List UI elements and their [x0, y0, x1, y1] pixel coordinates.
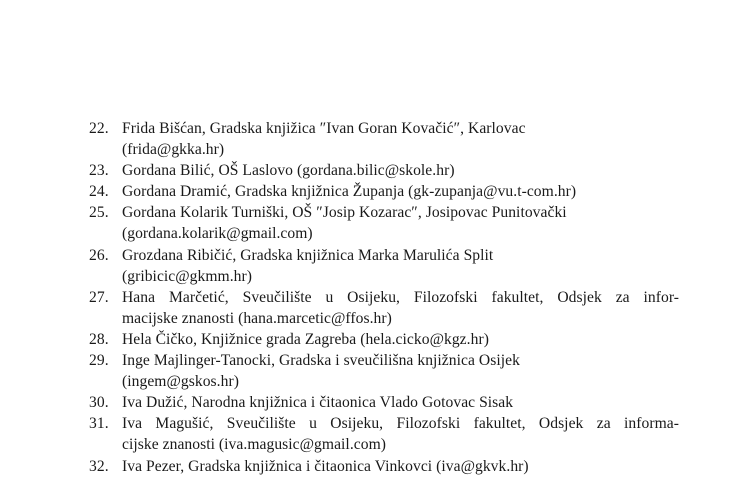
item-line: macijske znanosti (hana.marcetic@ffos.hr) — [122, 309, 392, 327]
item-line: Grozdana Ribičić, Gradska knjižnica Marka Marulića Split — [122, 246, 494, 264]
list-item — [89, 118, 679, 160]
item-number: 23. — [89, 162, 109, 180]
item-line: Inge Majlinger-Tanocki, Gradska i sveučilišna knjižnica Osijek — [122, 352, 520, 370]
list-item — [89, 413, 679, 455]
item-line: Hana Marčetić, Sveučilište u Osijeku, Filozofski fakultet, Odsjek za infor- — [122, 288, 679, 306]
item-text — [122, 245, 679, 287]
item-line: Gordana Kolarik Turniški, OŠ ″Josip Kozarac″, Josipovac Punitovački — [122, 204, 567, 222]
item-line: cijske znanosti (iva.magusic@gmail.com) — [122, 436, 387, 454]
item-text — [122, 329, 679, 350]
item-text — [122, 202, 679, 244]
item-line: (gordana.kolarik@gmail.com) — [122, 225, 313, 243]
item-number: 29. — [89, 352, 109, 370]
item-text — [122, 181, 679, 202]
item-line: Frida Bišćan, Gradska knjižica ″Ivan Goran Kovačić″, Karlovac — [122, 120, 526, 137]
item-text — [122, 413, 679, 455]
item-text — [122, 160, 679, 181]
item-line: (ingem@gskos.hr) — [122, 373, 239, 391]
item-number: 31. — [89, 415, 109, 433]
item-line: (frida@gkka.hr) — [122, 141, 225, 159]
item-line: Gordana Dramić, Gradska knjižnica Županja (gk-zupanja@vu.t-com.hr) — [122, 183, 577, 201]
item-line: Iva Pezer, Gradska knjižnica i čitaonica Vinkovci (iva@gkvk.hr) — [122, 457, 529, 475]
item-number: 28. — [89, 330, 109, 348]
item-text — [122, 392, 679, 413]
item-line: Gordana Bilić, OŠ Laslovo (gordana.bilic@skole.hr) — [122, 162, 455, 180]
list-item — [89, 329, 679, 350]
item-line: Hela Čičko, Knjižnice grada Zagreba (hela.cicko@kgz.hr) — [122, 330, 489, 348]
participant-list — [89, 118, 679, 477]
list-item — [89, 350, 679, 392]
item-text — [122, 287, 679, 329]
list-item — [89, 287, 679, 329]
list-item — [89, 392, 679, 413]
item-text — [122, 456, 679, 477]
item-text — [122, 118, 679, 160]
item-line: Iva Dužić, Narodna knjižnica i čitaonica Vlado Gotovac Sisak — [122, 394, 514, 412]
item-text — [122, 350, 679, 392]
item-number: 25. — [89, 204, 109, 222]
list-item — [89, 181, 679, 202]
list-item — [89, 202, 679, 244]
item-number: 32. — [89, 457, 109, 475]
item-number: 30. — [89, 394, 109, 412]
list-item — [89, 245, 679, 287]
item-number: 22. — [89, 120, 109, 137]
item-number: 26. — [89, 246, 109, 264]
list-item — [89, 456, 679, 477]
item-line: Iva Magušić, Sveučilište u Osijeku, Filozofski fakultet, Odsjek za informa- — [122, 415, 679, 433]
list-item — [89, 160, 679, 181]
item-number: 24. — [89, 183, 109, 201]
item-line: (gribicic@gkmm.hr) — [122, 267, 253, 285]
item-number: 27. — [89, 288, 109, 306]
